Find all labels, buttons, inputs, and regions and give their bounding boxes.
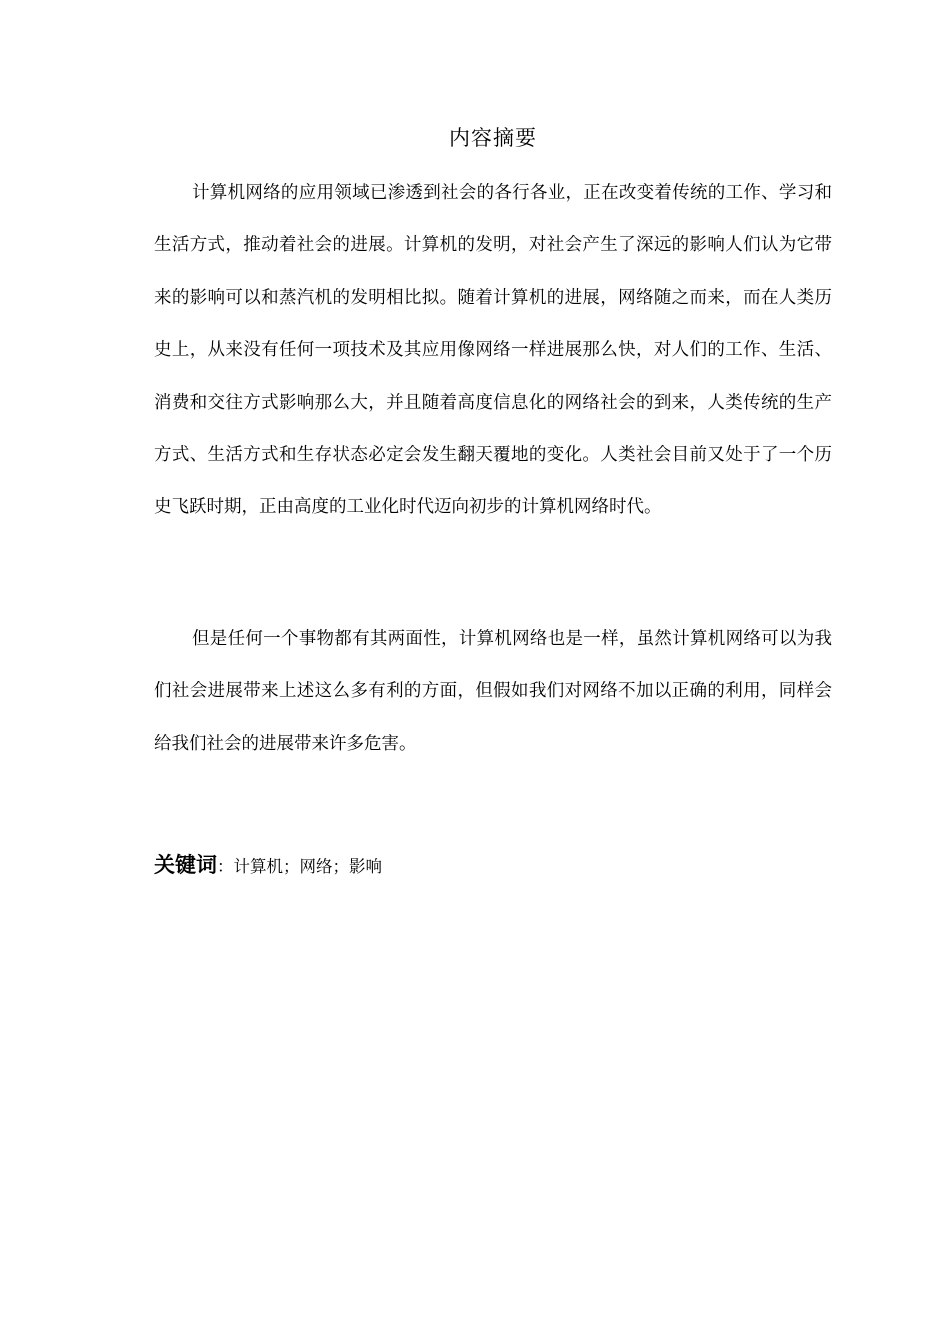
keywords-label: 关键词: [154, 853, 217, 877]
abstract-title: 内容摘要: [449, 126, 537, 150]
abstract-paragraph-2: 但是任何一个事物都有其两面性，计算机网络也是一样，虽然计算机网络可以为我们社会进展带来上述这么多有利的方面，但假如我们对网络不加以正确的利用，同样会给我们社会的进展带来许多危害。: [154, 629, 832, 754]
abstract-paragraph-1: 计算机网络的应用领域已渗透到社会的各行各业，正在改变着传统的工作、学习和生活方式，推动着社会的进展。计算机的发明，对社会产生了深远的影响人们认为它带来的影响可以和蒸汽机的发明相比拟。随着计算机的进展，网络随之而来，而在人类历史上，从来没有任何一项技术及其应用像网络一样进展那么快，对人们的工作、生活、消费和交往方式影响那么大，并且随着高度信息化的网络社会的到来，人类传统的生产方式、生活方式和生存状态必定会发生翻天覆地的变化。人类社会目前又处于了一个历史飞跃时期，正由高度的工业化时代迈向初步的计算机网络时代。: [154, 183, 832, 518]
keywords-line: [154, 850, 832, 882]
keywords-value: ：计算机；网络；影响: [217, 857, 382, 876]
